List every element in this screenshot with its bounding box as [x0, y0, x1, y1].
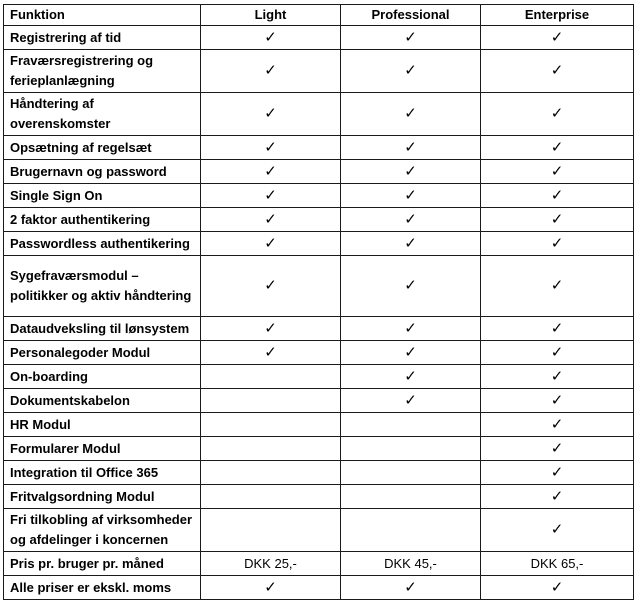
table-row	[4, 50, 634, 93]
feature-label: On-boarding	[4, 365, 201, 389]
checkmark-icon: ✓	[404, 233, 417, 252]
price-enterprise: DKK 65,-	[481, 552, 634, 576]
cell-professional	[341, 50, 481, 93]
cell-light	[201, 93, 341, 136]
checkmark-icon: ✓	[550, 366, 564, 385]
cell-enterprise	[481, 413, 634, 437]
checkmark-icon: ✓	[550, 486, 564, 505]
price-label: Pris pr. bruger pr. måned	[4, 552, 201, 576]
header-plan-enterprise: Enterprise	[481, 5, 634, 26]
cell-light	[201, 184, 341, 208]
table-body	[4, 26, 634, 600]
header-plan-light: Light	[201, 5, 341, 26]
cell-professional	[341, 136, 481, 160]
checkmark-icon: ✓	[404, 27, 417, 46]
cell-professional	[341, 208, 481, 232]
cell-enterprise	[481, 208, 634, 232]
checkmark-icon: ✓	[264, 577, 277, 596]
checkmark-icon: ✓	[550, 61, 564, 79]
cell-professional	[341, 461, 481, 485]
cell-professional	[341, 160, 481, 184]
table-row	[4, 341, 634, 365]
table-row	[4, 413, 634, 437]
cell-enterprise	[481, 485, 634, 509]
cell-professional	[341, 341, 481, 365]
cell-enterprise	[481, 461, 634, 485]
feature-label: Formularer Modul	[4, 437, 201, 461]
table-row	[4, 93, 634, 136]
checkmark-icon: ✓	[404, 61, 417, 79]
header-plan-professional: Professional	[341, 5, 481, 26]
table-row	[4, 365, 634, 389]
checkmark-icon: ✓	[264, 209, 277, 228]
cell-enterprise	[481, 389, 634, 413]
feature-label: Brugernavn og password	[4, 160, 201, 184]
cell-enterprise	[481, 576, 634, 600]
cell-light	[201, 208, 341, 232]
cell-light	[201, 437, 341, 461]
checkmark-icon: ✓	[264, 161, 277, 180]
checkmark-icon: ✓	[550, 342, 564, 361]
checkmark-icon: ✓	[550, 390, 564, 409]
checkmark-icon: ✓	[404, 342, 417, 361]
table-row	[4, 437, 634, 461]
table-row	[4, 184, 634, 208]
header-row	[4, 5, 634, 26]
checkmark-icon: ✓	[404, 366, 417, 385]
feature-label: 2 faktor authentikering	[4, 208, 201, 232]
cell-professional	[341, 317, 481, 341]
plan-comparison-table	[3, 4, 634, 600]
checkmark-icon: ✓	[264, 137, 277, 156]
cell-enterprise	[481, 317, 634, 341]
cell-light	[201, 50, 341, 93]
checkmark-icon: ✓	[550, 104, 564, 122]
cell-enterprise	[481, 341, 634, 365]
cell-light	[201, 160, 341, 184]
feature-label: Integration til Office 365	[4, 461, 201, 485]
cell-enterprise	[481, 93, 634, 136]
cell-professional	[341, 389, 481, 413]
vat-label: Alle priser er ekskl. moms	[4, 576, 201, 600]
checkmark-icon: ✓	[264, 27, 277, 46]
feature-label: Håndtering af overenskomster	[4, 93, 201, 136]
checkmark-icon: ✓	[550, 27, 564, 46]
feature-label: Passwordless authentikering	[4, 232, 201, 256]
price-professional: DKK 45,-	[341, 552, 481, 576]
checkmark-icon: ✓	[550, 185, 564, 204]
checkmark-icon: ✓	[404, 577, 417, 596]
cell-enterprise	[481, 136, 634, 160]
comparison-table-wrapper	[3, 4, 634, 600]
cell-enterprise	[481, 365, 634, 389]
checkmark-icon: ✓	[264, 104, 277, 122]
table-row	[4, 389, 634, 413]
feature-label: Personalegoder Modul	[4, 341, 201, 365]
cell-light	[201, 341, 341, 365]
checkmark-icon: ✓	[404, 137, 417, 156]
checkmark-icon: ✓	[550, 414, 564, 433]
cell-professional	[341, 184, 481, 208]
feature-label: Single Sign On	[4, 184, 201, 208]
checkmark-icon: ✓	[550, 161, 564, 180]
checkmark-icon: ✓	[550, 137, 564, 156]
table-row	[4, 485, 634, 509]
header-feature: Funktion	[4, 5, 201, 26]
cell-enterprise	[481, 437, 634, 461]
checkmark-icon: ✓	[550, 233, 564, 252]
checkmark-icon: ✓	[404, 209, 417, 228]
cell-enterprise	[481, 50, 634, 93]
cell-enterprise	[481, 232, 634, 256]
cell-light	[201, 232, 341, 256]
feature-label: Fri tilkobling af virksomheder og afdelinger i koncernen	[4, 509, 201, 552]
checkmark-icon: ✓	[550, 209, 564, 228]
cell-light	[201, 26, 341, 50]
checkmark-icon: ✓	[264, 233, 277, 252]
cell-light	[201, 256, 341, 317]
cell-professional	[341, 437, 481, 461]
checkmark-icon: ✓	[550, 462, 564, 481]
feature-label: Fraværsregistrering og ferieplanlægning	[4, 50, 201, 93]
checkmark-icon: ✓	[264, 185, 277, 204]
checkmark-icon: ✓	[404, 276, 417, 294]
cell-light	[201, 365, 341, 389]
cell-enterprise	[481, 26, 634, 50]
checkmark-icon: ✓	[404, 161, 417, 180]
table-row	[4, 136, 634, 160]
table-row	[4, 509, 634, 552]
cell-light	[201, 317, 341, 341]
checkmark-icon: ✓	[264, 342, 277, 361]
checkmark-icon: ✓	[404, 318, 417, 337]
cell-light	[201, 576, 341, 600]
cell-light	[201, 509, 341, 552]
cell-professional	[341, 93, 481, 136]
checkmark-icon: ✓	[404, 390, 417, 409]
table-row	[4, 256, 634, 317]
feature-label: Dokumentskabelon	[4, 389, 201, 413]
table-row	[4, 232, 634, 256]
table-row	[4, 208, 634, 232]
checkmark-icon: ✓	[264, 276, 277, 294]
price-light: DKK 25,-	[201, 552, 341, 576]
feature-label: Opsætning af regelsæt	[4, 136, 201, 160]
cell-light	[201, 461, 341, 485]
checkmark-icon: ✓	[404, 185, 417, 204]
checkmark-icon: ✓	[404, 104, 417, 122]
feature-label: Dataudveksling til lønsystem	[4, 317, 201, 341]
checkmark-icon: ✓	[550, 520, 564, 538]
table-row	[4, 26, 634, 50]
cell-professional	[341, 576, 481, 600]
checkmark-icon: ✓	[550, 318, 564, 337]
feature-label: Fritvalgsordning Modul	[4, 485, 201, 509]
table-row	[4, 461, 634, 485]
cell-light	[201, 485, 341, 509]
table-row	[4, 160, 634, 184]
feature-label: HR Modul	[4, 413, 201, 437]
cell-professional	[341, 413, 481, 437]
cell-professional	[341, 365, 481, 389]
checkmark-icon: ✓	[264, 61, 277, 79]
checkmark-icon: ✓	[550, 577, 564, 596]
cell-professional	[341, 485, 481, 509]
cell-professional	[341, 26, 481, 50]
cell-light	[201, 389, 341, 413]
price-row	[4, 552, 634, 576]
feature-label: Sygefraværsmodul – politikker og aktiv håndtering	[4, 256, 201, 317]
cell-professional	[341, 232, 481, 256]
checkmark-icon: ✓	[264, 318, 277, 337]
feature-label: Registrering af tid	[4, 26, 201, 50]
cell-enterprise	[481, 160, 634, 184]
table-row	[4, 317, 634, 341]
cell-enterprise	[481, 184, 634, 208]
cell-enterprise	[481, 256, 634, 317]
checkmark-icon: ✓	[550, 276, 564, 294]
checkmark-icon: ✓	[550, 438, 564, 457]
vat-row	[4, 576, 634, 600]
cell-light	[201, 136, 341, 160]
cell-professional	[341, 509, 481, 552]
cell-enterprise	[481, 509, 634, 552]
cell-professional	[341, 256, 481, 317]
cell-light	[201, 413, 341, 437]
